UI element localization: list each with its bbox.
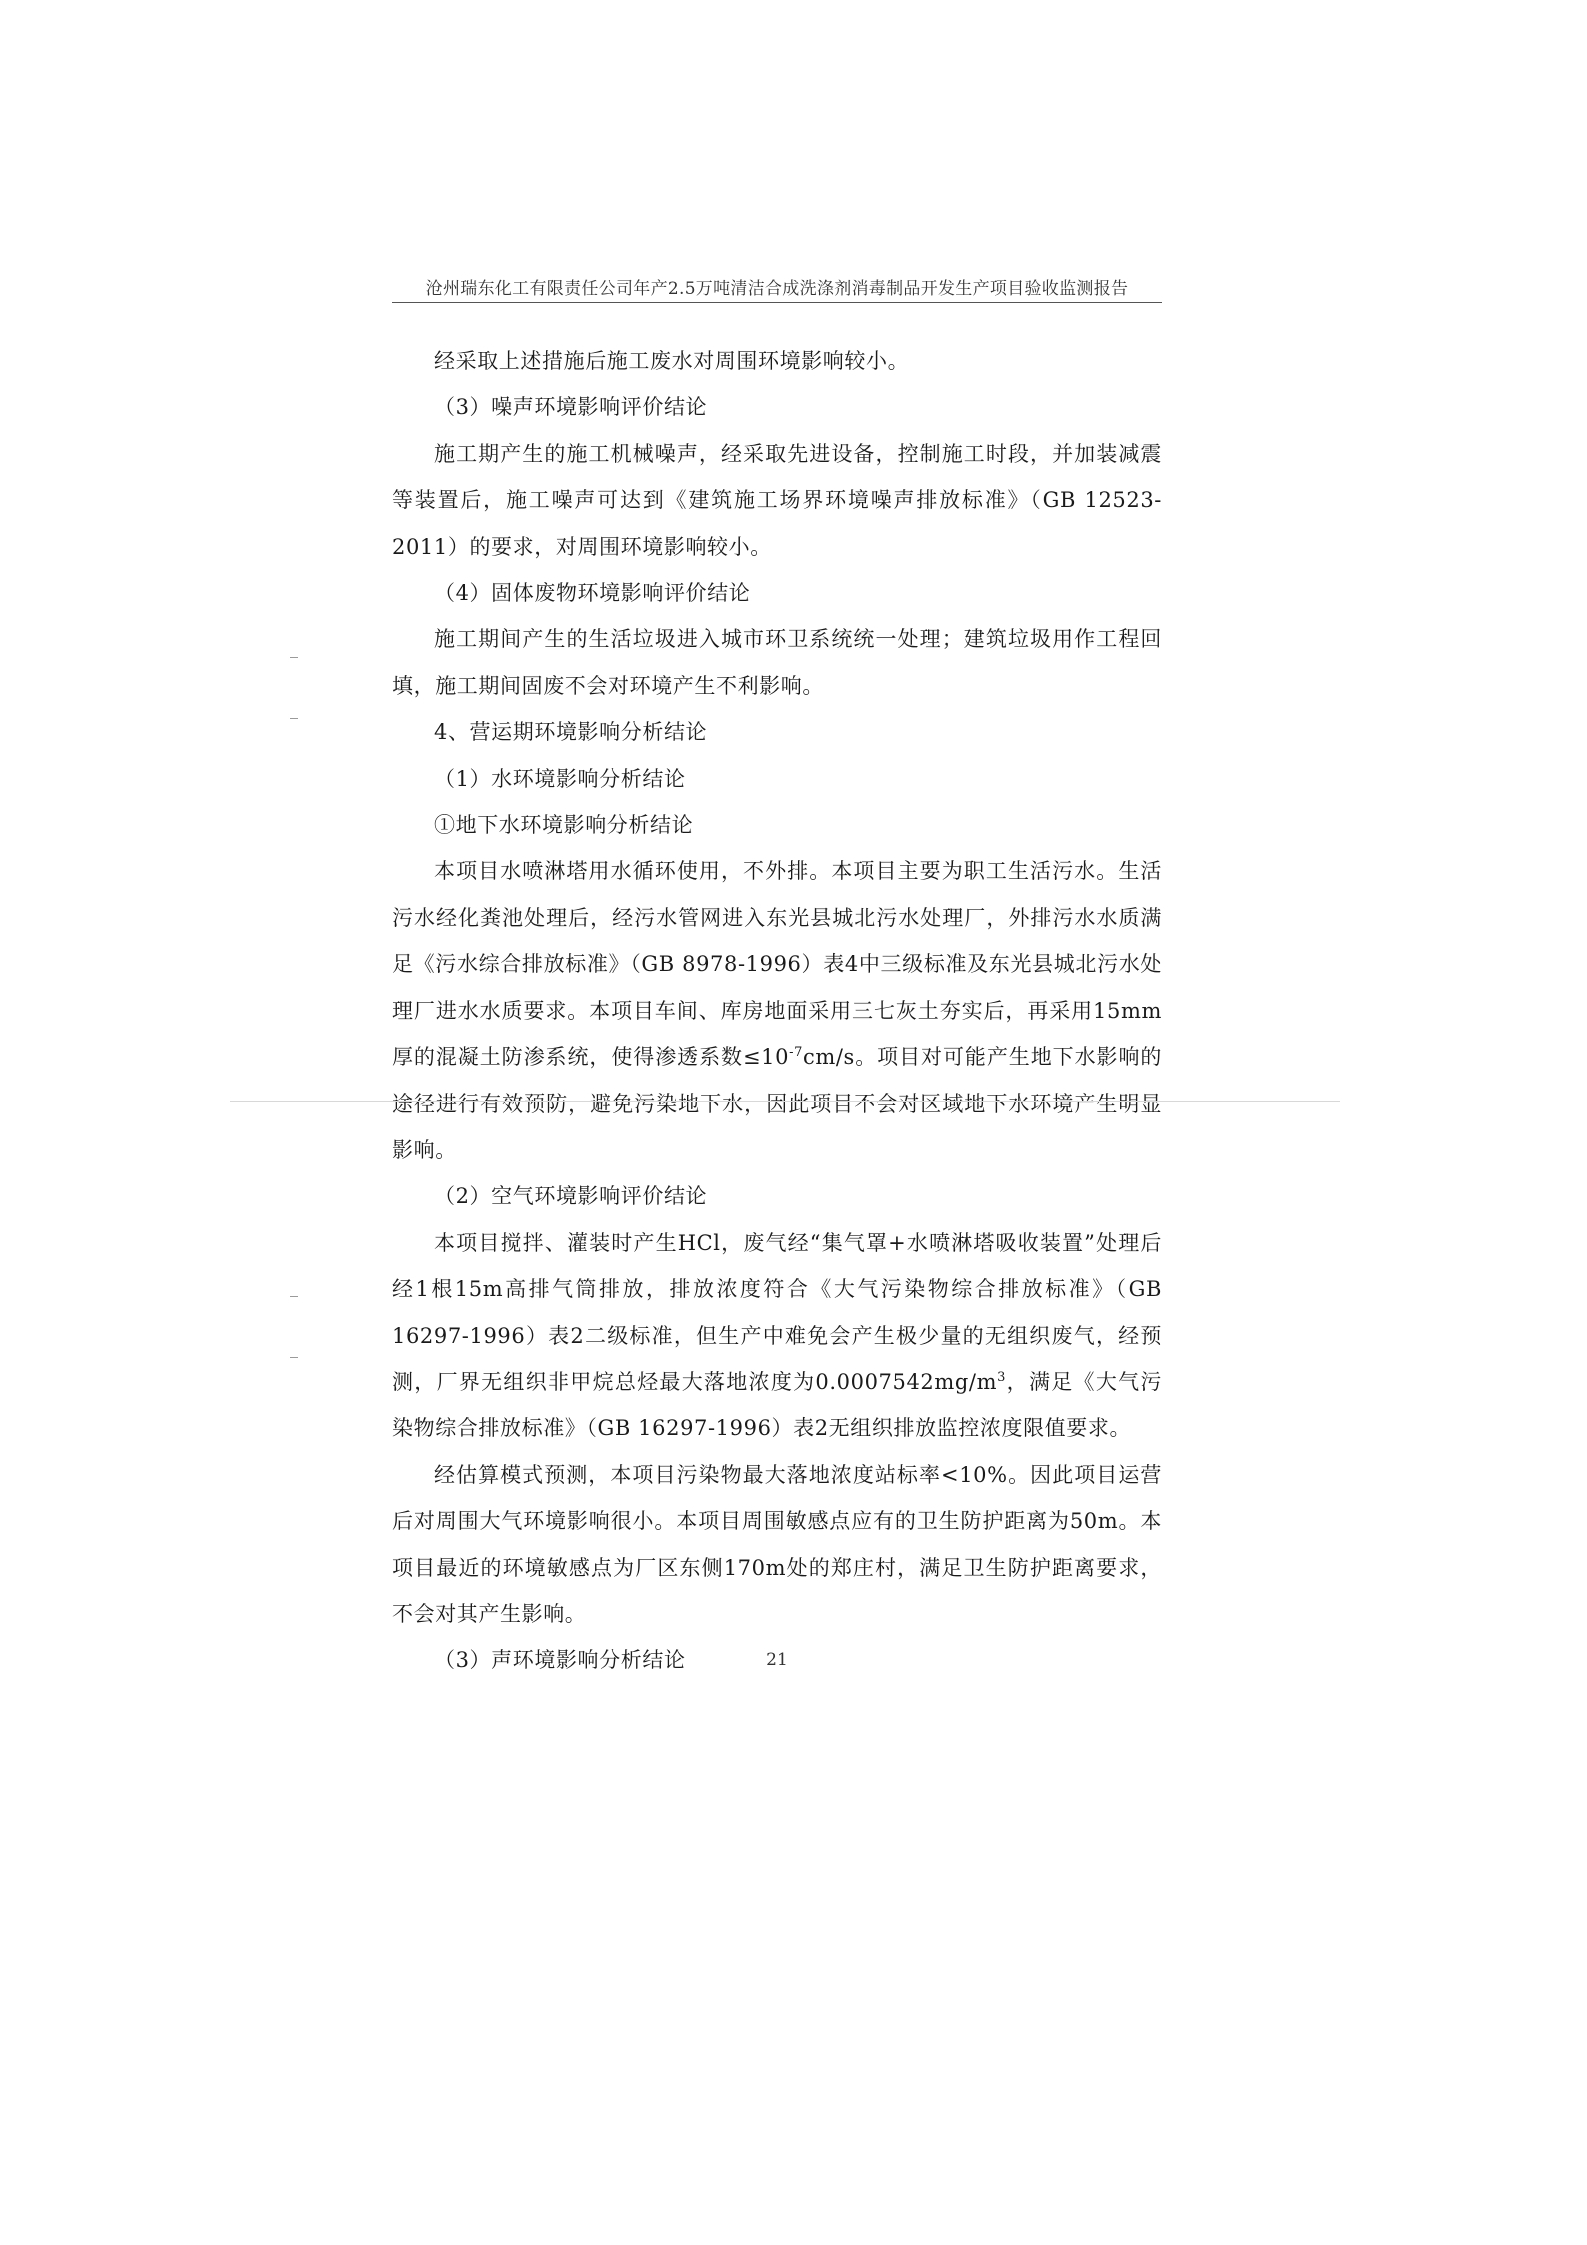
section-heading-sound: （3）声环境影响分析结论 <box>434 1648 686 1673</box>
superscript: -7 <box>789 1045 803 1061</box>
section-heading-solid-waste: （4）固体废物环境影响评价结论 <box>434 581 751 606</box>
section-heading-water: （1）水环境影响分析结论 <box>434 766 686 791</box>
text-run: ，满足《大气污染物综合排放标准》（GB 16297-1996）表2无组织排放监控浓度限值要求。 <box>392 1369 1162 1441</box>
paragraph-air <box>392 1220 1162 1452</box>
header-divider <box>392 302 1162 303</box>
paragraph: 施工期产生的施工机械噪声，经采取先进设备，控制施工时段，并加装减震等装置后，施工噪声可达到《建筑施工场界环境噪声排放标准》（GB 12523-2011）的要求，对周围环境影响较小。 <box>392 441 1162 559</box>
section-heading-noise: （3）噪声环境影响评价结论 <box>434 395 708 420</box>
section-heading-air: （2）空气环境影响评价结论 <box>434 1184 708 1209</box>
text-run: cm/s。项目对可能产生地下水影响的途径进行有效预防，避免污染地下水，因此项目不会对区域地下水环境产生明显影响。 <box>392 1045 1162 1162</box>
paragraph: 经估算模式预测，本项目污染物最大落地浓度站标率<10%。因此项目运营后对周围大气环境影响很小。本项目周围敏感点应有的卫生防护距离为50m。本项目最近的环境敏感点为厂区东侧170m处的郑庄村，满足卫生防护距离要求，不会对其产生影响。 <box>392 1462 1162 1626</box>
page-number: 21 <box>766 1650 788 1670</box>
paragraph-groundwater <box>392 848 1162 1173</box>
paragraph: 施工期间产生的生活垃圾进入城市环卫系统统一处理；建筑垃圾用作工程回填，施工期间固废不会对环境产生不利影响。 <box>392 627 1162 698</box>
scan-artifact-tick <box>290 1296 298 1297</box>
paragraph: 经采取上述措施后施工废水对周围环境影响较小。 <box>434 349 910 373</box>
scan-artifact-tick <box>290 657 298 658</box>
document-body <box>392 338 1162 1684</box>
section-heading-operation-period: 4、营运期环境影响分析结论 <box>434 720 708 745</box>
scan-artifact-line <box>230 1101 1340 1102</box>
page-header-title: 沧州瑞东化工有限责任公司年产2.5万吨清洁合成洗涤剂消毒制品开发生产项目验收监测报告 <box>425 279 1129 299</box>
superscript: 3 <box>997 1369 1006 1385</box>
text-run: 本项目水喷淋塔用水循环使用，不外排。本项目主要为职工生活污水。生活污水经化粪池处理后，经污水管网进入东光县城北污水处理厂，外排污水水质满足《污水综合排放标准》（GB 8978-1996）表4中三级标准及东光县城北污水处理厂进水水质要求。本项目车间、库房地面采用三七灰土夯实后，再采用15mm厚的混凝土防渗系统，使得渗透系数≤10 <box>392 859 1162 1070</box>
text-run: 本项目搅拌、灌装时产生HCl，废气经“集气罩+水喷淋塔吸收装置”处理后经1根15m高排气筒排放，排放浓度符合《大气污染物综合排放标准》（GB 16297-1996）表2二级标准，但生产中难免会产生极少量的无组织废气，经预测，厂界无组织非甲烷总烃最大落地浓度为0.0007542mg/m <box>392 1230 1162 1394</box>
section-heading-groundwater: ①地下水环境影响分析结论 <box>434 813 694 838</box>
scan-artifact-tick <box>290 718 298 719</box>
scan-artifact-tick <box>290 1357 298 1358</box>
